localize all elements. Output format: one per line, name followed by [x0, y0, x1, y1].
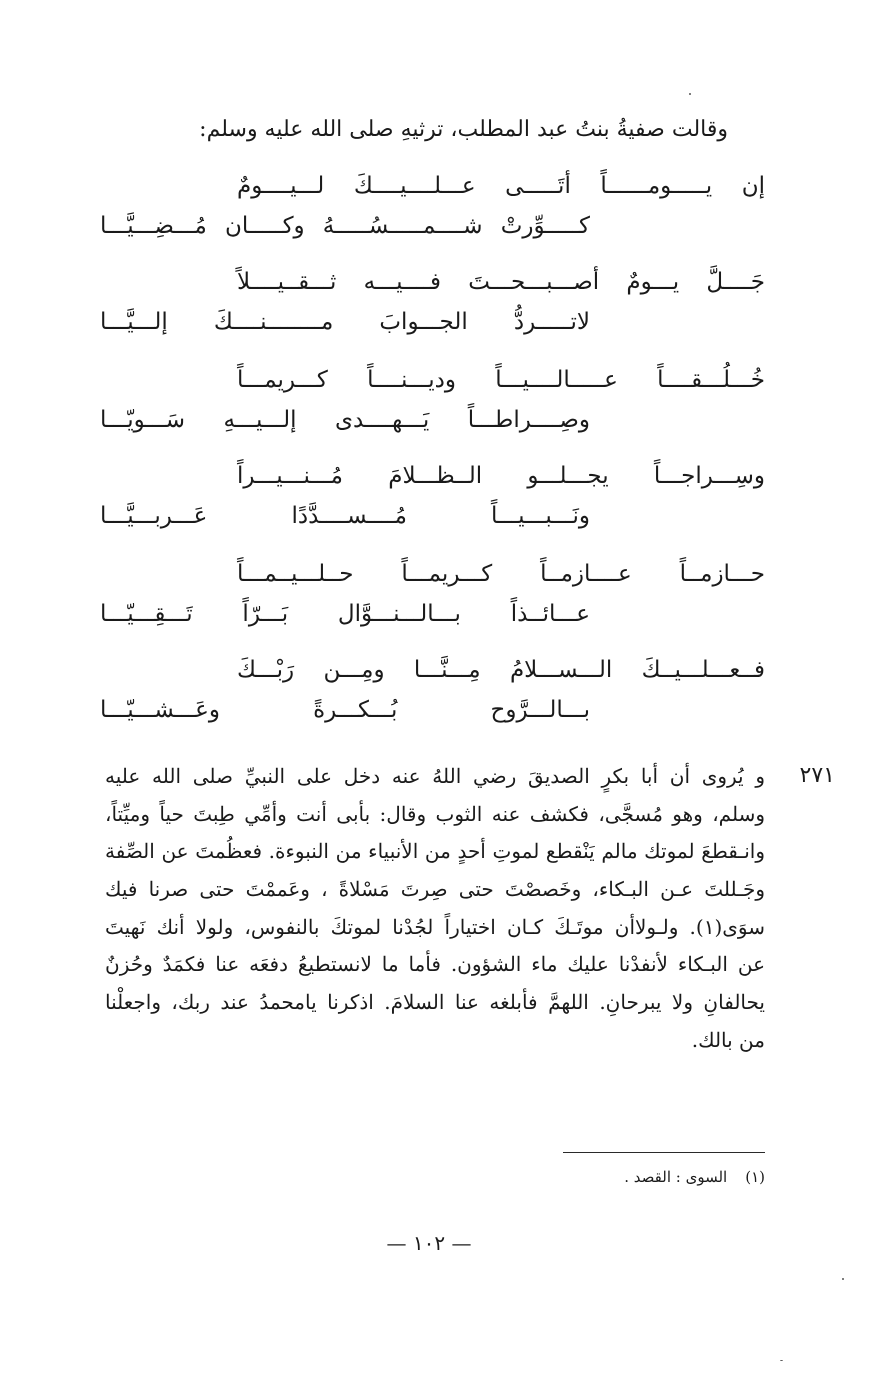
footnote-marker: (١): [745, 1168, 765, 1186]
verse-6-first-hemistich: فــعـــلـــيــكَ الـــســـلامُ مِـــنَّـــا ومِـــن رَبْـــكَ: [237, 657, 765, 683]
verse-2-second-hemistich: لاتـــــردُّ الجـــوابَ مــــــــنــــكَ إلـــيَّـــا: [100, 309, 590, 335]
prose-line: وجَـللتَ عـن البـكاء، وخَصصْتَ حتى صِرتَ مَسْلاةً ، وعَممْتَ حتى صرنا فيك: [105, 877, 765, 902]
verse-2: [100, 264, 765, 344]
verse-4-first-hemistich: وسِـــراجـــاً يجـــلـــو الــظـــلامَ مُـــنـــيـــراً: [237, 463, 765, 489]
verse-4: [100, 458, 765, 538]
verse-2-first-hemistich: جَــــلَّ يـــومٌ أصـــبـــحـــتَ فــــيـــه ثـــقــيــــلاً: [237, 269, 765, 295]
scan-speck: [689, 93, 691, 95]
prose-line: يحالفانِ ولا يبرحانِ. اللهمَّ فأبلغه عنا السلامَ. اذكرنا يامحمدُ عند ربك، واجعلْنا: [105, 990, 765, 1015]
verse-1: [100, 168, 765, 248]
footnote: [624, 1164, 765, 1190]
scan-speck: [780, 1360, 783, 1361]
prose-line: من بالك.: [691, 1027, 765, 1052]
verse-3-second-hemistich: وصِــــراطـــاً يَـــهــــدى إلـــيـــهِ سَـــويّـــا: [100, 407, 590, 433]
verse-3-first-hemistich: خُـــلُـــقــــاً عـــــالــــيـــاً وديـــنــــاً كـــريمـــاً: [237, 367, 765, 393]
verse-6-second-hemistich: بـــالـــرَّوح بُـــكـــرةً وعَـــشـــيّـــا: [100, 697, 590, 723]
scan-speck: [842, 1278, 844, 1280]
footnote-divider: [563, 1152, 765, 1153]
prose-paragraph: [105, 758, 765, 1060]
prose-line: وانـقطعَ لموتك مالم يَنْقطع لموتِ أحدٍ من الأنبياء من النبوءة. فعظُمتَ عن الصِّفة: [105, 839, 765, 864]
verse-4-second-hemistich: ونَـــبـــيـــاً مُــــســــدَّدًا عَـــربـــيَّـــا: [100, 503, 590, 529]
prose-line: سوَى(١). ولـولاأن موتَـكَ كـان اختياراً لجُدْنا لموتكَ بالنفوس، ولولا أنك نَهيتَ: [105, 914, 765, 939]
footnote-text: السوى : القصد .: [624, 1168, 728, 1186]
prose-line: وسلم، وهو مُسجَّى، فكشف عنه الثوب وقال: بأبى أنت وأمِّي طِبتَ حياً وميِّتاً،: [105, 801, 765, 826]
prose-line: و يُروى أن أبا بكرٍ الصديقَ رضي اللهُ عنه دخل على النبيِّ صلى الله عليه: [105, 764, 765, 788]
verse-5: [100, 556, 765, 636]
page-number: — ١٠٢ —: [386, 1231, 472, 1255]
prose-line: عن البـكاء لأنفدْنا عليك ماء الشؤون. فأما ما لانستطيعُ دفعَه عنا فكمَدٌ وحُزنٌ: [105, 952, 765, 977]
entry-number: ٢٧١: [799, 763, 835, 788]
verse-1-second-hemistich: كـــــوِّرتْ شــــمـــــسُـــــهُ وكـــــان مُـــضِـــيَّـــا: [100, 213, 590, 239]
verse-1-first-hemistich: إن يـــــومــــــاً أتَـــــى عـــلــــيــــكَ لـــيــــومٌ: [237, 173, 765, 199]
verse-5-second-hemistich: عـــائــذاً بـــالـــنـــوَّال بَـــرّاً تَـــقِـــيّـــا: [100, 601, 590, 627]
verse-3: [100, 362, 765, 442]
poem-intro: وقالت صفيةُ بنتُ عبد المطلب، ترثيهِ صلى الله عليه وسلم:: [199, 117, 728, 142]
verse-6: [100, 652, 765, 732]
verse-5-first-hemistich: حـــازمــاً عــــازمــاً كـــريمـــاً حــلـــيــمـــاً: [237, 561, 765, 587]
